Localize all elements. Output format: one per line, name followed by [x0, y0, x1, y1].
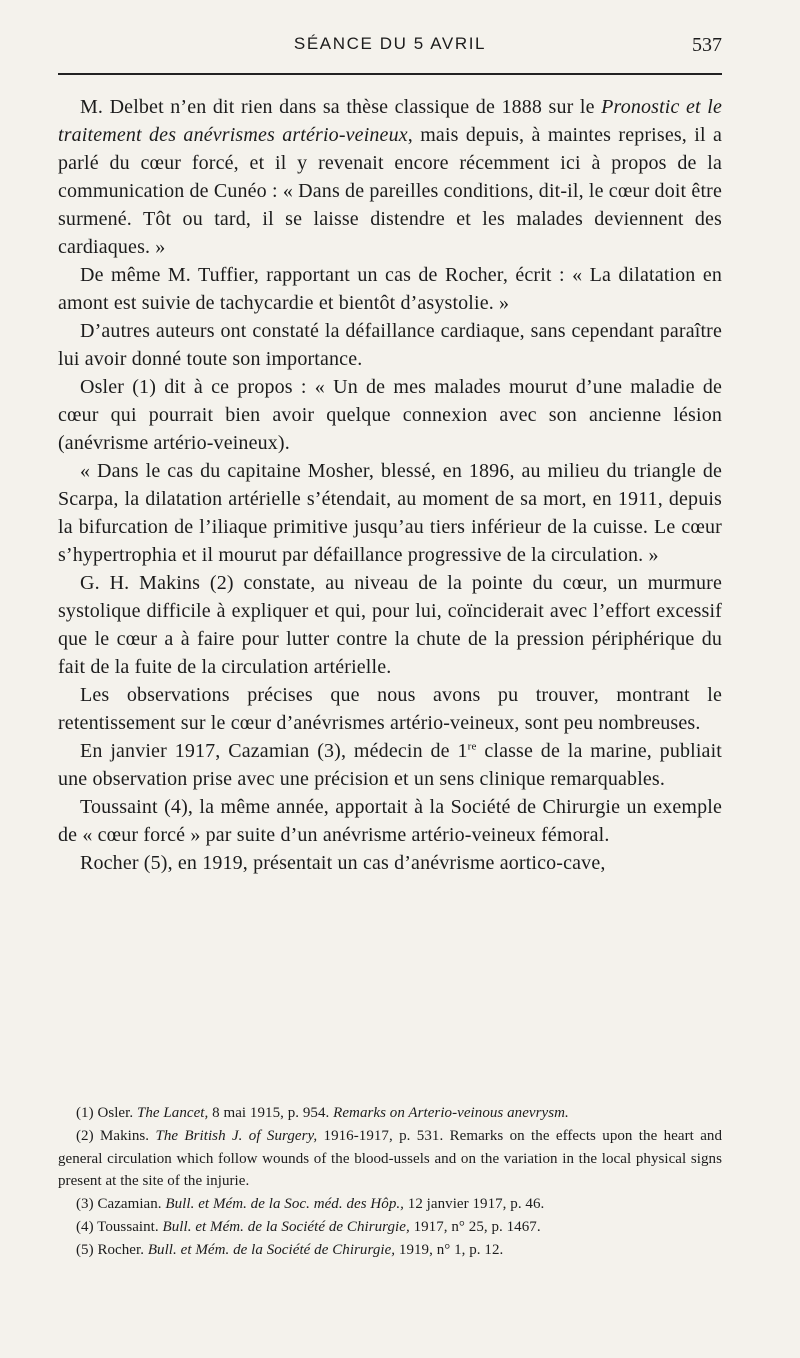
paragraph-other-authors: D’autres auteurs ont constaté la défaillance cardiaque, sans cependant paraître lui avoir donné toute son importance. [58, 320, 722, 370]
running-header [58, 34, 722, 58]
paragraph-osler: Osler (1) dit à ce propos : « Un de mes malades mourut d’une maladie de cœur qui pourrait bien avoir quelque connexion avec son ancienne lésion (anévrisme artério-veineux). [58, 376, 722, 454]
book-title: Pronostic et le traitement des anévrismes artério-veineux [58, 96, 722, 146]
footnote-author: (3) Cazamian. [76, 1196, 166, 1213]
journal-title: Bull. et Mém. de la Société de Chirurgie, [147, 1241, 396, 1258]
journal-title: The Lancet, [136, 1105, 209, 1121]
footnote-text: 12 janvier 1917, p. 46. [403, 1196, 545, 1213]
paragraph-text: , mais depuis, à maintes reprises, il a parlé du cœur forcé, et il y revenait encore récemment ici à propos de la communication de Cunéo : « Dans de pareilles conditions, dit-il, le cœur doit être surmené. Tôt ou tard, il se laisse distendre et les malades deviennent des cardiaques. » [58, 124, 722, 258]
paragraph-text: M. Delbet n’en dit rien dans sa thèse classique de 1888 sur le [80, 96, 602, 118]
footnotes [58, 1102, 722, 1262]
footnote-text: 1916-1917, p. 531. Remarks on the effects upon the heart and general circulation which follow wounds of the blood-ussels and on the variation in the local physical signs present at the site of the injurie. [58, 1127, 723, 1190]
footnote-text: 1919, n° 1, p. 12. [395, 1241, 504, 1258]
paragraph-makins: G. H. Makins (2) constate, au niveau de la pointe du cœur, un murmure systolique difficile à expliquer et qui, pour lui, coïnciderait avec l’effort excessif que le cœur a à faire pour lutter contre la chute de la pression périphérique du fait de la fuite de la circulation artérielle. [58, 572, 722, 678]
footnote-text: 1917, n° 25, p. 1467. [409, 1218, 541, 1235]
superscript: re [467, 740, 477, 753]
paragraph-rocher: Rocher (5), en 1919, présentait un cas d’anévrisme aortico-cave, [80, 852, 606, 874]
journal-title: The British J. of Surgery, [155, 1127, 318, 1144]
footnote-author: (2) Makins. [76, 1127, 156, 1144]
paragraph-text: En janvier 1917, Cazamian (3), médecin de 1 [80, 740, 468, 762]
paragraph-observations: Les observations précises que nous avons pu trouver, montrant le retentissement sur le cœur d’anévrismes artério-veineux, sont peu nombreuses. [58, 684, 722, 734]
main-text [58, 93, 722, 877]
paragraph-cazamian [58, 737, 722, 793]
header-rule [58, 73, 722, 75]
footnote-text: 8 mai 1915, p. 954. [208, 1105, 334, 1121]
paragraph-text: classe de la marine, publiait une observation prise avec une précision et un sens clinique remarquables. [58, 740, 722, 790]
footnote-author: (4) Toussaint. [76, 1218, 163, 1235]
footnote-author: (5) Rocher. [76, 1241, 148, 1258]
footnote-5 [58, 1239, 722, 1262]
page-number: 537 [692, 34, 722, 56]
footnote-3 [58, 1193, 722, 1216]
footnote-1 [58, 1102, 722, 1125]
paragraph-toussaint: Toussaint (4), la même année, apportait à la Société de Chirurgie un exemple de « cœur forcé » par suite d’un anévrisme artério-veineux fémoral. [58, 796, 722, 846]
running-title: SÉANCE DU 5 AVRIL [293, 34, 487, 53]
footnote-4 [58, 1216, 722, 1239]
paragraph-tuffier: De même M. Tuffier, rapportant un cas de Rocher, écrit : « La dilatation en amont est suivie de tachycardie et bientôt d’asystolie. » [58, 264, 722, 314]
footnote-2 [58, 1125, 722, 1193]
paragraph-delbet [58, 93, 722, 261]
article-title: Remarks on Arterio-veinous anevrysm. [333, 1105, 569, 1121]
journal-title: Bull. et Mém. de la Soc. méd. des Hôp., [165, 1196, 404, 1213]
footnote-author: (1) Osler. [76, 1105, 137, 1121]
journal-title: Bull. et Mém. de la Société de Chirurgie, [162, 1218, 410, 1235]
paragraph-mosher: « Dans le cas du capitaine Mosher, blessé, en 1896, au milieu du triangle de Scarpa, la dilatation artérielle s’étendait, au moment de sa mort, en 1911, depuis la bifurcation de l’iliaque primitive jusqu’au tiers inférieur de la cuisse. Le cœur s’hypertrophia et il mourut par défaillance progressive de la circulation. » [58, 460, 722, 566]
